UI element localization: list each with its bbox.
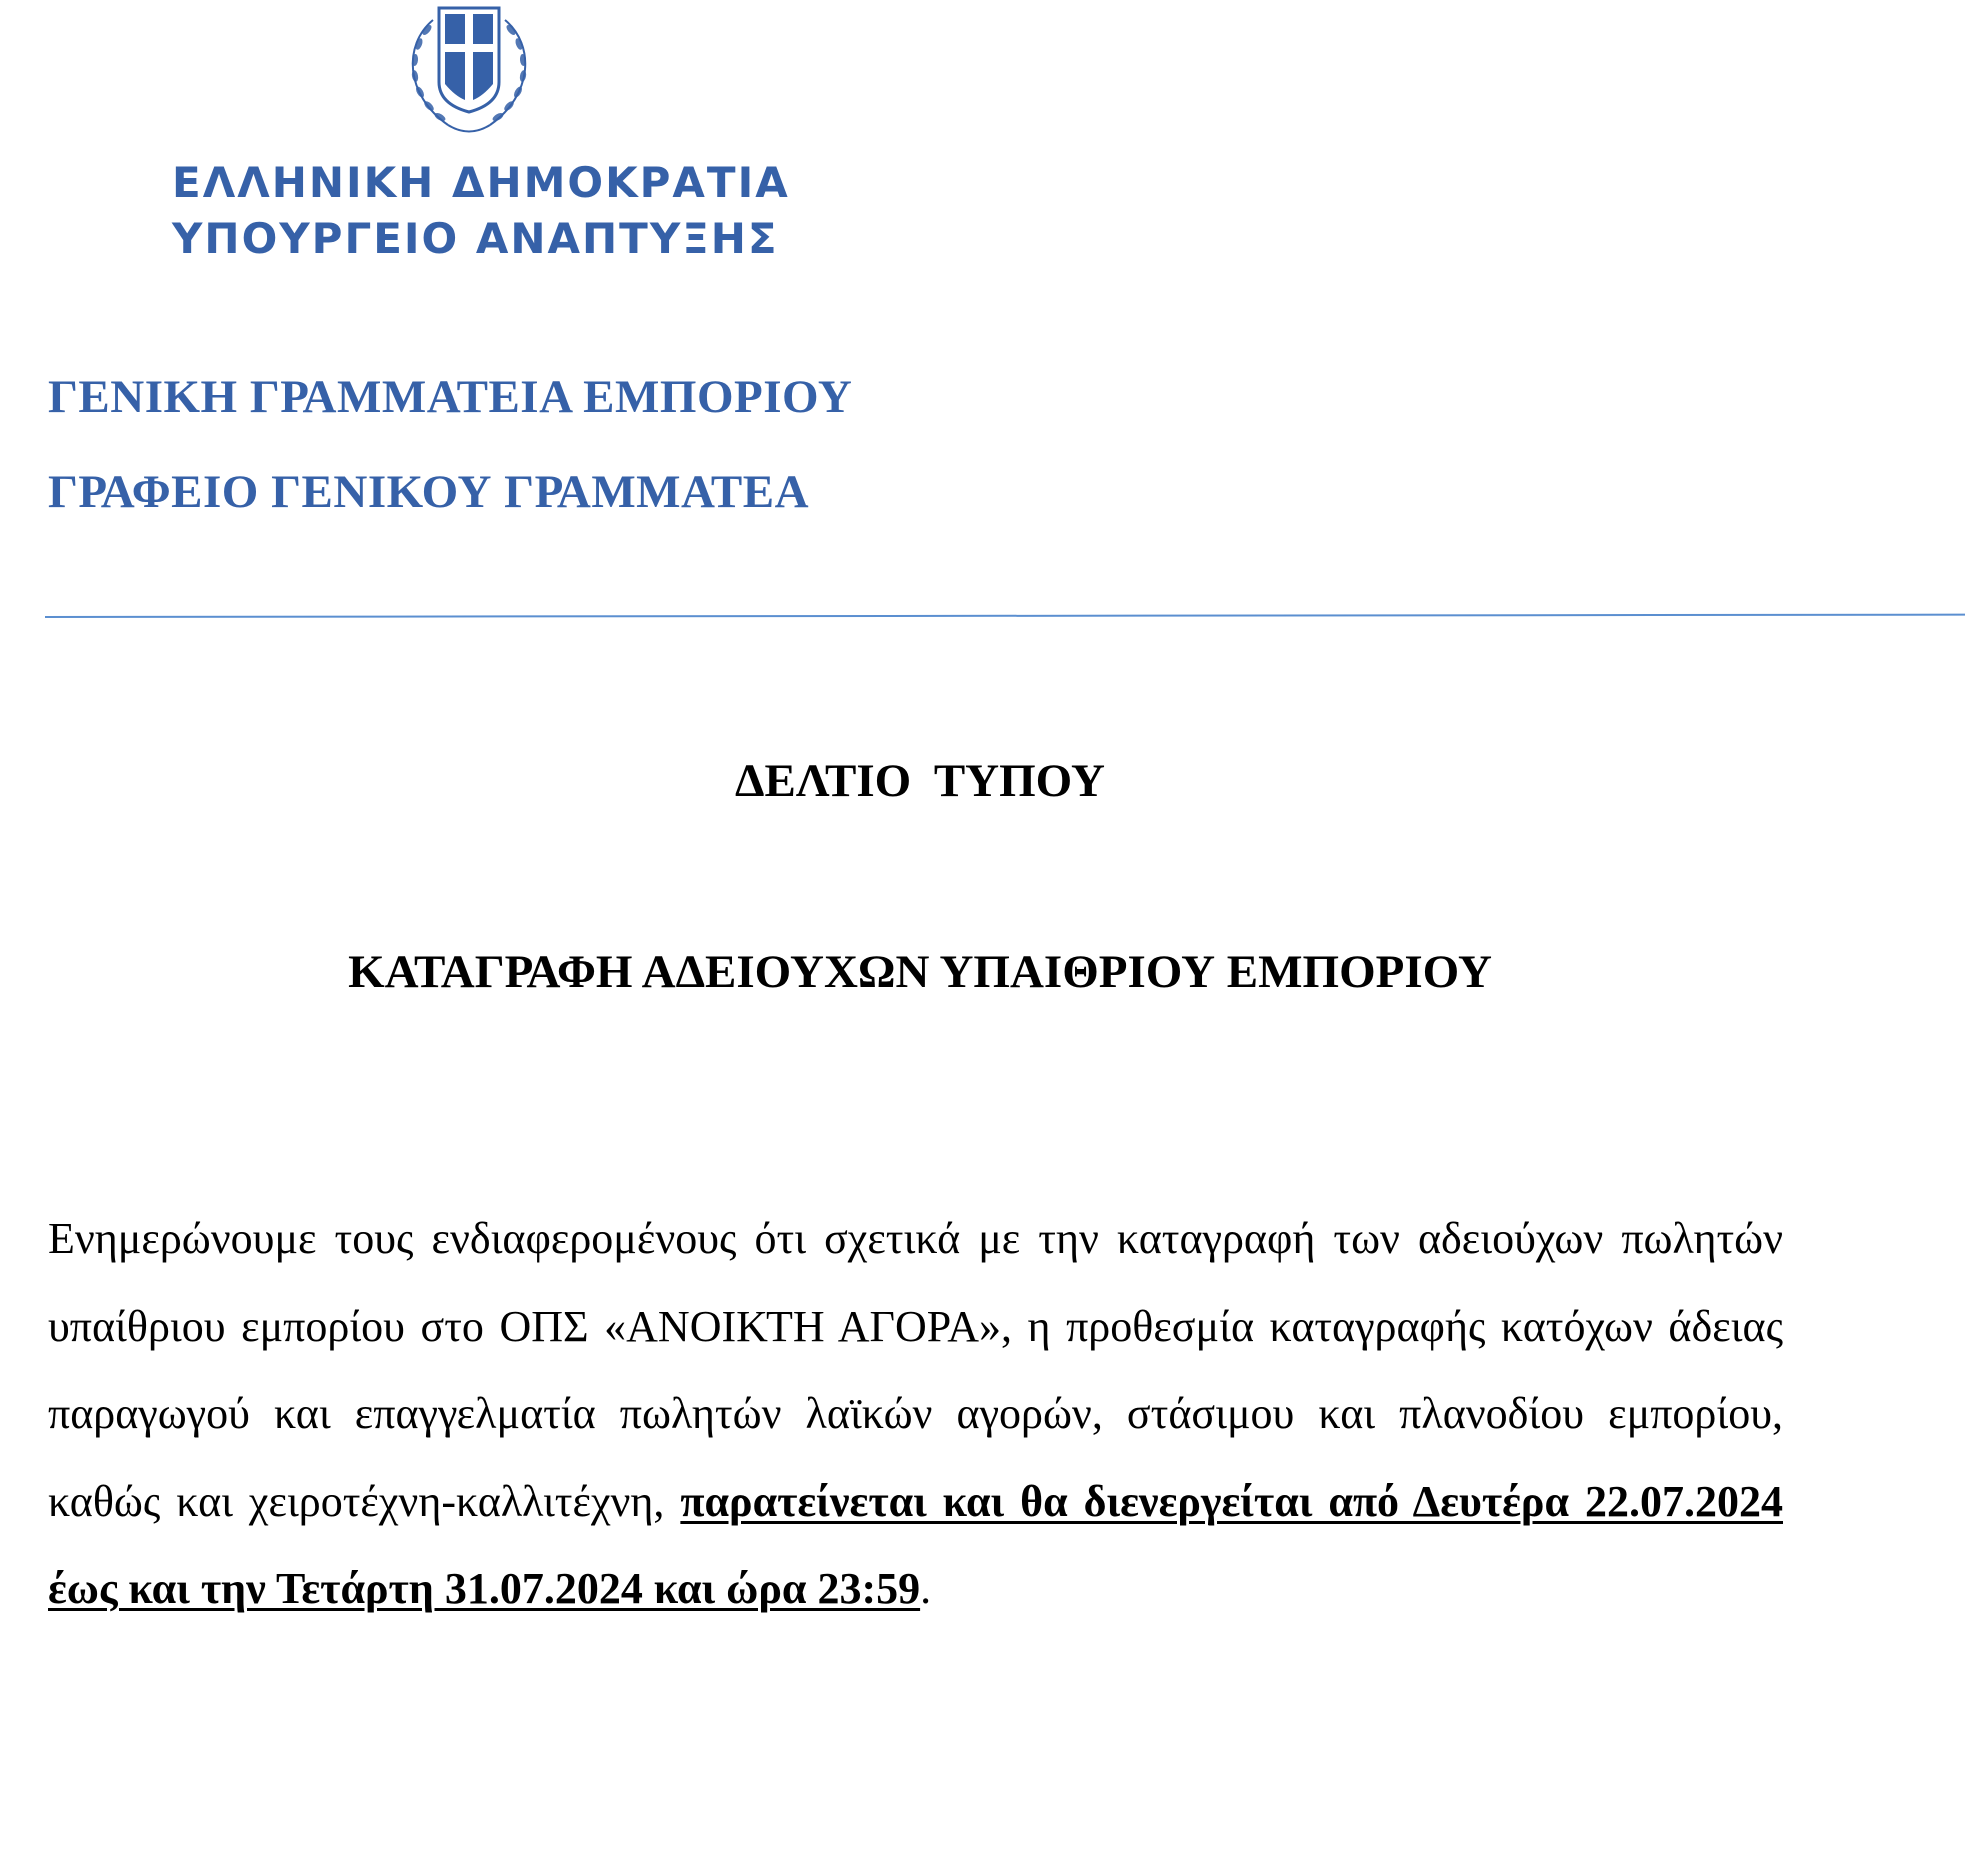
- ministry-header: [172, 155, 790, 267]
- greek-coat-of-arms-icon: [393, 0, 545, 140]
- ministry-name: ΥΠΟΥΡΓΕΙΟ ΑΝΑΠΤΥΞΗΣ: [172, 214, 779, 263]
- body-paragraph: [48, 1195, 1783, 1633]
- country-name: ΕΛΛΗΝΙΚΗ ΔΗΜΟΚΡΑΤΙΑ: [172, 158, 790, 207]
- document-subject: ΚΑΤΑΓΡΑΦΗ ΑΔΕΙΟΥΧΩΝ ΥΠΑΙΘΡΙΟΥ ΕΜΠΟΡΙΟΥ: [348, 946, 1492, 998]
- body-text-emphasis: παρατείνεται και θα διενεργείται από Δευτέρα 22.07.2024 έως και την Τετάρτη 31.07.2024 και ώρα 23:59: [48, 1476, 1783, 1613]
- document-type: ΔΕΛΤΙΟ ΤΥΠΟΥ: [735, 755, 1105, 807]
- office-name: ΓΡΑΦΕΙΟ ΓΕΝΙΚΟΥ ΓΡΑΜΜΑΤΕΑ: [48, 466, 810, 518]
- body-text-plain: Ενημερώνουμε τους ενδιαφερομένους ότι σχετικά με την καταγραφή των αδειούχων πωλητών υπαίθριου εμπορίου στο ΟΠΣ «ΑΝΟΙΚΤΗ ΑΓΟΡΑ», η προθεσμία καταγραφής κατόχων άδειας παραγωγού και επαγγελματία πωλητών λαϊκών αγορών, στάσιμου και πλανοδίου εμπορίου, καθώς και χειροτέχνη-καλλιτέχνη,: [48, 1214, 1783, 1526]
- body-text-end: .: [920, 1564, 932, 1613]
- department-name: ΓΕΝΙΚΗ ΓΡΑΜΜΑΤΕΙΑ ΕΜΠΟΡΙΟΥ: [48, 371, 853, 423]
- header-divider: [45, 614, 1965, 618]
